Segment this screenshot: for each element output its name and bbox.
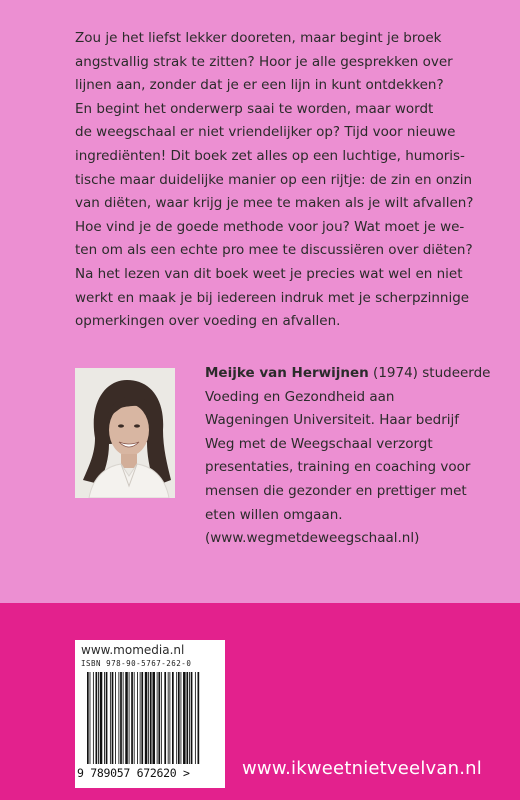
author-bio	[205, 362, 505, 551]
blurb-text	[75, 27, 495, 334]
author-bio-line: Voeding en Gezondheid aan	[205, 388, 395, 405]
blurb-line: Hoe vind je de goede methode voor jou? Wat moet je we-	[75, 218, 465, 235]
blurb-line: werkt en maak je bij iedereen indruk met je scherpzinnige	[75, 289, 470, 306]
author-portrait-image	[75, 368, 175, 498]
author-bio-text: (1974) studeerde	[368, 365, 491, 381]
barcode-digits: 9 789057 672620 >	[77, 766, 190, 780]
blurb-line: van diëten, waar krijg je mee te maken als je wilt afvallen?	[75, 195, 474, 212]
barcode-icon	[79, 672, 221, 766]
author-bio-line: Wageningen Universiteit. Haar bedrijf	[205, 412, 460, 429]
blurb-line: lijnen aan, zonder dat je er een lijn in kunt ontdekken?	[75, 77, 444, 94]
author-bio-line: eten willen omgaan.	[205, 506, 343, 523]
blurb-line: Na het lezen van dit boek weet je precies wat wel en niet	[75, 265, 463, 282]
author-name: Meijke van Herwijnen	[205, 365, 369, 381]
isbn-number: ISBN 978-90-5767-262-0	[81, 659, 192, 668]
blurb-line: angstvallig strak te zitten? Hoor je alle gesprekken over	[75, 53, 453, 70]
blurb-line: En begint het onderwerp saai te worden, maar wordt	[75, 100, 434, 117]
barcode-panel	[75, 640, 225, 788]
author-bio-line: Weg met de Weegschaal verzorgt	[205, 435, 433, 452]
author-bio-line: (www.wegmetdeweegschaal.nl)	[205, 530, 420, 547]
blurb-line: de weegschaal er niet vriendelijker op? Tijd voor nieuwe	[75, 124, 456, 141]
series-website: www.ikweetnietveelvan.nl	[242, 758, 482, 779]
author-bio-line: mensen die gezonder en prettiger met	[205, 482, 467, 499]
publisher-url: www.momedia.nl	[81, 643, 185, 657]
blurb-line: tische maar duidelijke manier op een rijtje: de zin en onzin	[75, 171, 473, 188]
blurb-line: ingrediënten! Dit boek zet alles op een luchtige, humoris-	[75, 147, 465, 164]
author-bio-line: presentaties, training en coaching voor	[205, 459, 471, 476]
author-bio-first-line	[205, 362, 505, 386]
blurb-line: ten om als een echte pro mee te discussiëren over diëten?	[75, 242, 473, 259]
blurb-line: Zou je het liefst lekker dooreten, maar begint je broek	[75, 30, 442, 46]
author-photo	[75, 368, 175, 498]
blurb-line: opmerkingen over voeding en afvallen.	[75, 313, 341, 330]
